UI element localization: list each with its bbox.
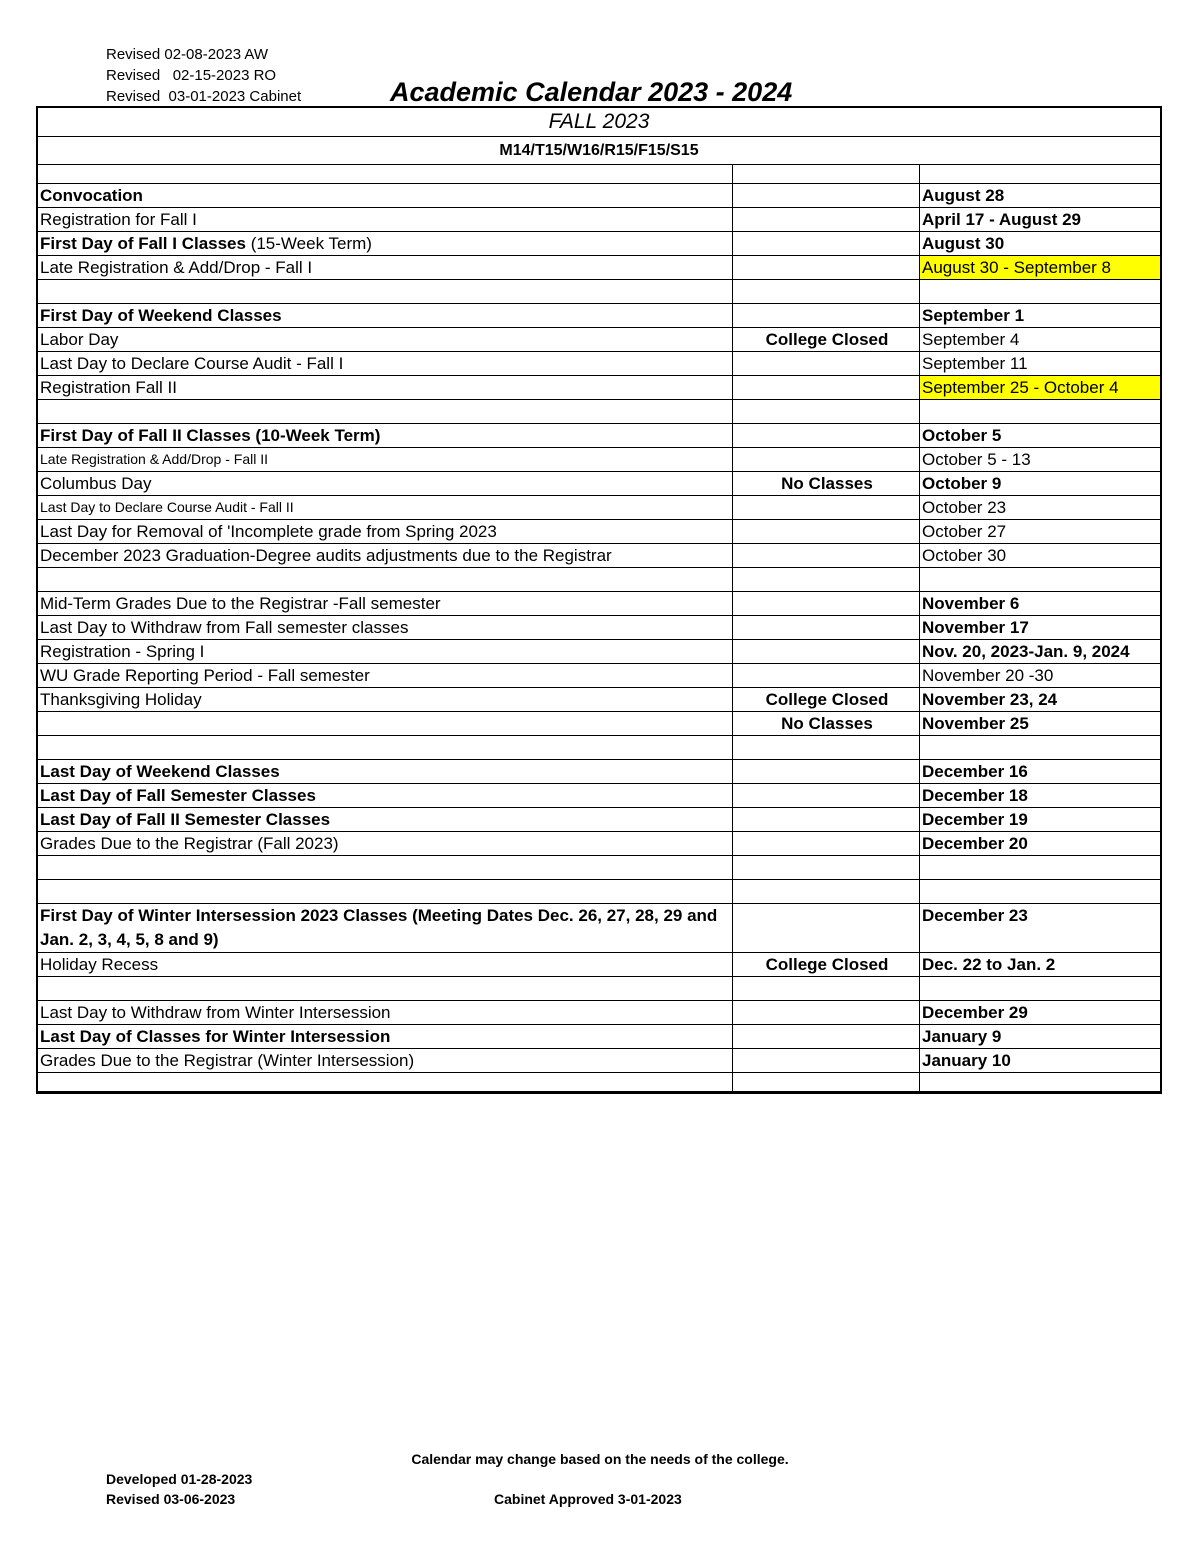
event-label: First Day of Winter Intersession 2023 Classes (Meeting Dates Dec. 26, 27, 28, 29 and Jan. 2, 3, 4, 5, 8 and 9): [40, 906, 718, 949]
status-cell: [733, 184, 920, 208]
event-cell: [38, 208, 733, 232]
date-cell: [920, 400, 1161, 424]
event-cell: [38, 376, 733, 400]
date-value: October 5 - 13: [922, 450, 1031, 469]
status-cell: [733, 208, 920, 232]
date-value: November 23, 24: [922, 690, 1058, 709]
date-cell: [920, 376, 1161, 400]
event-cell: [38, 736, 733, 760]
calendar-rows: [38, 165, 1160, 1092]
calendar-row: [38, 448, 1160, 472]
event-label: Registration - Spring I: [40, 642, 205, 661]
calendar-row: [38, 904, 1160, 953]
event-label: Grades Due to the Registrar (Winter Intersession): [40, 1051, 415, 1070]
calendar-row: [38, 977, 1160, 1001]
status-cell: [733, 760, 920, 784]
date-value: December 23: [922, 906, 1028, 925]
date-value: August 28: [922, 186, 1005, 205]
date-cell: [920, 448, 1161, 472]
date-cell: [920, 856, 1161, 880]
date-value: August 30 - September 8: [922, 258, 1112, 277]
status-cell: [733, 1073, 920, 1092]
date-cell: [920, 568, 1161, 592]
date-value: November 20 -30: [922, 666, 1054, 685]
status-cell: [733, 424, 920, 448]
date-value: September 1: [922, 306, 1025, 325]
event-label: Holiday Recess: [40, 955, 159, 974]
event-label: First Day of Fall I Classes: [40, 234, 246, 253]
date-value: September 11: [922, 354, 1028, 373]
event-cell: [38, 592, 733, 616]
cabinet-approved: Cabinet Approved 3-01-2023: [494, 1491, 682, 1507]
revised-date: Revised 03-06-2023: [106, 1491, 236, 1507]
status-cell: [733, 856, 920, 880]
status-cell: [733, 256, 920, 280]
date-cell: [920, 616, 1161, 640]
status-cell: [733, 400, 920, 424]
date-cell: [920, 1049, 1161, 1073]
calendar-table: [36, 106, 1162, 1094]
event-label: Last Day to Declare Course Audit - Fall II: [40, 499, 294, 515]
date-value: Dec. 22 to Jan. 2: [922, 955, 1056, 974]
calendar-row: [38, 424, 1160, 448]
date-cell: [920, 1025, 1161, 1049]
event-label: Mid-Term Grades Due to the Registrar -Fall semester: [40, 594, 441, 613]
date-cell: [920, 1001, 1161, 1025]
status-cell: [733, 640, 920, 664]
event-cell: [38, 256, 733, 280]
status-cell: [733, 232, 920, 256]
calendar-row: [38, 1049, 1160, 1073]
event-cell: [38, 760, 733, 784]
date-value: November 6: [922, 594, 1020, 613]
calendar-row: [38, 953, 1160, 977]
event-cell: [38, 880, 733, 904]
calendar-row: [38, 496, 1160, 520]
calendar-row: [38, 400, 1160, 424]
calendar-row: [38, 856, 1160, 880]
event-cell: [38, 424, 733, 448]
event-cell: [38, 280, 733, 304]
event-cell: [38, 664, 733, 688]
event-cell: [38, 232, 733, 256]
event-cell: [38, 304, 733, 328]
status-cell: [733, 880, 920, 904]
calendar-row: [38, 376, 1160, 400]
event-cell: [38, 784, 733, 808]
event-label: Registration for Fall I: [40, 210, 197, 229]
date-value: October 27: [922, 522, 1007, 541]
date-value: November 25: [922, 714, 1029, 733]
event-label: Labor Day: [40, 330, 119, 349]
event-cell: [38, 832, 733, 856]
date-value: October 23: [922, 498, 1007, 517]
status-cell: [733, 784, 920, 808]
calendar-row: [38, 640, 1160, 664]
calendar-row: [38, 688, 1160, 712]
date-value: December 29: [922, 1003, 1028, 1022]
date-cell: [920, 496, 1161, 520]
event-cell: [38, 328, 733, 352]
date-value: December 16: [922, 762, 1028, 781]
event-cell: [38, 165, 733, 184]
event-label: Last Day of Weekend Classes: [40, 762, 280, 781]
date-cell: [920, 544, 1161, 568]
date-value: December 19: [922, 810, 1028, 829]
calendar-row: [38, 304, 1160, 328]
status-cell: [733, 520, 920, 544]
event-cell: [38, 1049, 733, 1073]
calendar-row: [38, 472, 1160, 496]
status-cell: [733, 832, 920, 856]
date-value: October 9: [922, 474, 1002, 493]
date-cell: [920, 832, 1161, 856]
page-title: Academic Calendar 2023 - 2024: [390, 77, 793, 107]
status-cell: [733, 1025, 920, 1049]
revision-line: Revised 03-01-2023 Cabinet: [106, 88, 302, 105]
date-value: April 17 - August 29: [922, 210, 1082, 229]
event-label: Last Day of Classes for Winter Intersession: [40, 1027, 391, 1046]
date-cell: [920, 472, 1161, 496]
date-cell: [920, 760, 1161, 784]
status-cell: [733, 448, 920, 472]
event-label: Columbus Day: [40, 474, 152, 493]
event-label: First Day of Fall II Classes (10-Week Term): [40, 426, 381, 445]
event-label: December 2023 Graduation-Degree audits adjustments due to the Registrar: [40, 546, 612, 565]
status-cell: College Closed: [733, 953, 920, 977]
status-cell: [733, 544, 920, 568]
event-cell: [38, 184, 733, 208]
developed-date: Developed 01-28-2023: [106, 1471, 253, 1487]
event-cell: [38, 544, 733, 568]
status-cell: [733, 280, 920, 304]
event-label: Late Registration & Add/Drop - Fall II: [40, 451, 268, 467]
calendar-row: [38, 184, 1160, 208]
event-cell: [38, 712, 733, 736]
calendar-row: [38, 232, 1160, 256]
status-cell: [733, 616, 920, 640]
calendar-row: [38, 736, 1160, 760]
calendar-row: [38, 328, 1160, 352]
event-label: WU Grade Reporting Period - Fall semester: [40, 666, 370, 685]
date-value: December 18: [922, 786, 1028, 805]
date-cell: [920, 208, 1161, 232]
calendar-row: [38, 544, 1160, 568]
event-label: Registration Fall II: [40, 378, 177, 397]
calendar-row: [38, 832, 1160, 856]
event-cell: [38, 808, 733, 832]
event-label: Last Day to Withdraw from Winter Intersession: [40, 1003, 391, 1022]
date-value: October 5: [922, 426, 1002, 445]
date-cell: [920, 784, 1161, 808]
event-cell: [38, 640, 733, 664]
event-label: Thanksgiving Holiday: [40, 690, 202, 709]
status-cell: [733, 1001, 920, 1025]
revision-line: Revised 02-15-2023 RO: [106, 67, 277, 84]
date-cell: [920, 808, 1161, 832]
date-value: January 9: [922, 1027, 1002, 1046]
calendar-row: [38, 784, 1160, 808]
date-cell: [920, 232, 1161, 256]
date-cell: [920, 977, 1161, 1001]
status-cell: [733, 664, 920, 688]
date-cell: [920, 256, 1161, 280]
status-cell: [733, 165, 920, 184]
date-cell: [920, 1073, 1161, 1092]
calendar-row: [38, 616, 1160, 640]
event-cell: [38, 568, 733, 592]
event-cell: [38, 1025, 733, 1049]
date-value: August 30: [922, 234, 1005, 253]
date-value: September 4: [922, 330, 1020, 349]
event-cell: [38, 472, 733, 496]
event-label: Last Day to Withdraw from Fall semester classes: [40, 618, 409, 637]
date-cell: [920, 280, 1161, 304]
status-cell: [733, 977, 920, 1001]
event-label: Last Day of Fall II Semester Classes: [40, 810, 331, 829]
status-cell: College Closed: [733, 688, 920, 712]
date-cell: [920, 688, 1161, 712]
event-cell: [38, 904, 733, 953]
date-cell: [920, 953, 1161, 977]
status-cell: [733, 904, 920, 953]
spacer-row: [38, 165, 1160, 184]
schedule-code: M14/T15/W16/R15/F15/S15: [38, 137, 1160, 165]
calendar-row: [38, 808, 1160, 832]
status-cell: [733, 376, 920, 400]
event-label: Last Day for Removal of 'Incomplete grade from Spring 2023: [40, 522, 497, 541]
date-cell: [920, 880, 1161, 904]
status-cell: [733, 496, 920, 520]
status-cell: [733, 304, 920, 328]
date-cell: [920, 184, 1161, 208]
calendar-row: [38, 760, 1160, 784]
date-value: January 10: [922, 1051, 1011, 1070]
status-cell: [733, 352, 920, 376]
event-label-suffix: (15-Week Term): [245, 234, 372, 253]
date-cell: [920, 328, 1161, 352]
calendar-row: [38, 1025, 1160, 1049]
date-cell: [920, 712, 1161, 736]
date-cell: [920, 664, 1161, 688]
calendar-row: [38, 712, 1160, 736]
calendar-row: [38, 208, 1160, 232]
calendar-row: [38, 520, 1160, 544]
date-cell: [920, 165, 1161, 184]
change-notice: Calendar may change based on the needs of the college.: [411, 1451, 789, 1467]
event-cell: [38, 520, 733, 544]
event-label: Convocation: [40, 186, 143, 205]
event-cell: [38, 856, 733, 880]
revision-line: Revised 02-08-2023 AW: [106, 46, 269, 63]
event-cell: [38, 688, 733, 712]
event-cell: [38, 1073, 733, 1092]
event-label: Grades Due to the Registrar (Fall 2023): [40, 834, 339, 853]
event-cell: [38, 1001, 733, 1025]
calendar-row: [38, 256, 1160, 280]
calendar-row: [38, 352, 1160, 376]
calendar-row: [38, 664, 1160, 688]
date-value: December 20: [922, 834, 1028, 853]
event-cell: [38, 400, 733, 424]
event-cell: [38, 496, 733, 520]
status-cell: [733, 1049, 920, 1073]
status-cell: College Closed: [733, 328, 920, 352]
status-cell: No Classes: [733, 472, 920, 496]
calendar-row: [38, 280, 1160, 304]
date-cell: [920, 592, 1161, 616]
date-value: October 30: [922, 546, 1007, 565]
date-cell: [920, 424, 1161, 448]
event-cell: [38, 352, 733, 376]
calendar-row: [38, 592, 1160, 616]
status-cell: [733, 592, 920, 616]
status-cell: [733, 736, 920, 760]
event-label: First Day of Weekend Classes: [40, 306, 282, 325]
event-cell: [38, 977, 733, 1001]
date-cell: [920, 904, 1161, 953]
term-heading: FALL 2023: [38, 108, 1160, 137]
calendar-row: [38, 880, 1160, 904]
revision-notes: [106, 44, 301, 107]
event-label: Last Day to Declare Course Audit - Fall I: [40, 354, 344, 373]
status-cell: [733, 808, 920, 832]
calendar-row: [38, 568, 1160, 592]
event-label: Late Registration & Add/Drop - Fall I: [40, 258, 313, 277]
event-cell: [38, 448, 733, 472]
date-cell: [920, 640, 1161, 664]
event-cell: [38, 616, 733, 640]
date-value: Nov. 20, 2023-Jan. 9, 2024: [922, 642, 1130, 661]
calendar-row: [38, 1001, 1160, 1025]
event-label: Last Day of Fall Semester Classes: [40, 786, 316, 805]
event-cell: [38, 953, 733, 977]
date-cell: [920, 352, 1161, 376]
date-cell: [920, 304, 1161, 328]
date-value: September 25 - October 4: [922, 378, 1119, 397]
status-cell: No Classes: [733, 712, 920, 736]
spacer-row: [38, 1073, 1160, 1092]
date-cell: [920, 520, 1161, 544]
date-value: November 17: [922, 618, 1029, 637]
status-cell: [733, 568, 920, 592]
date-cell: [920, 736, 1161, 760]
